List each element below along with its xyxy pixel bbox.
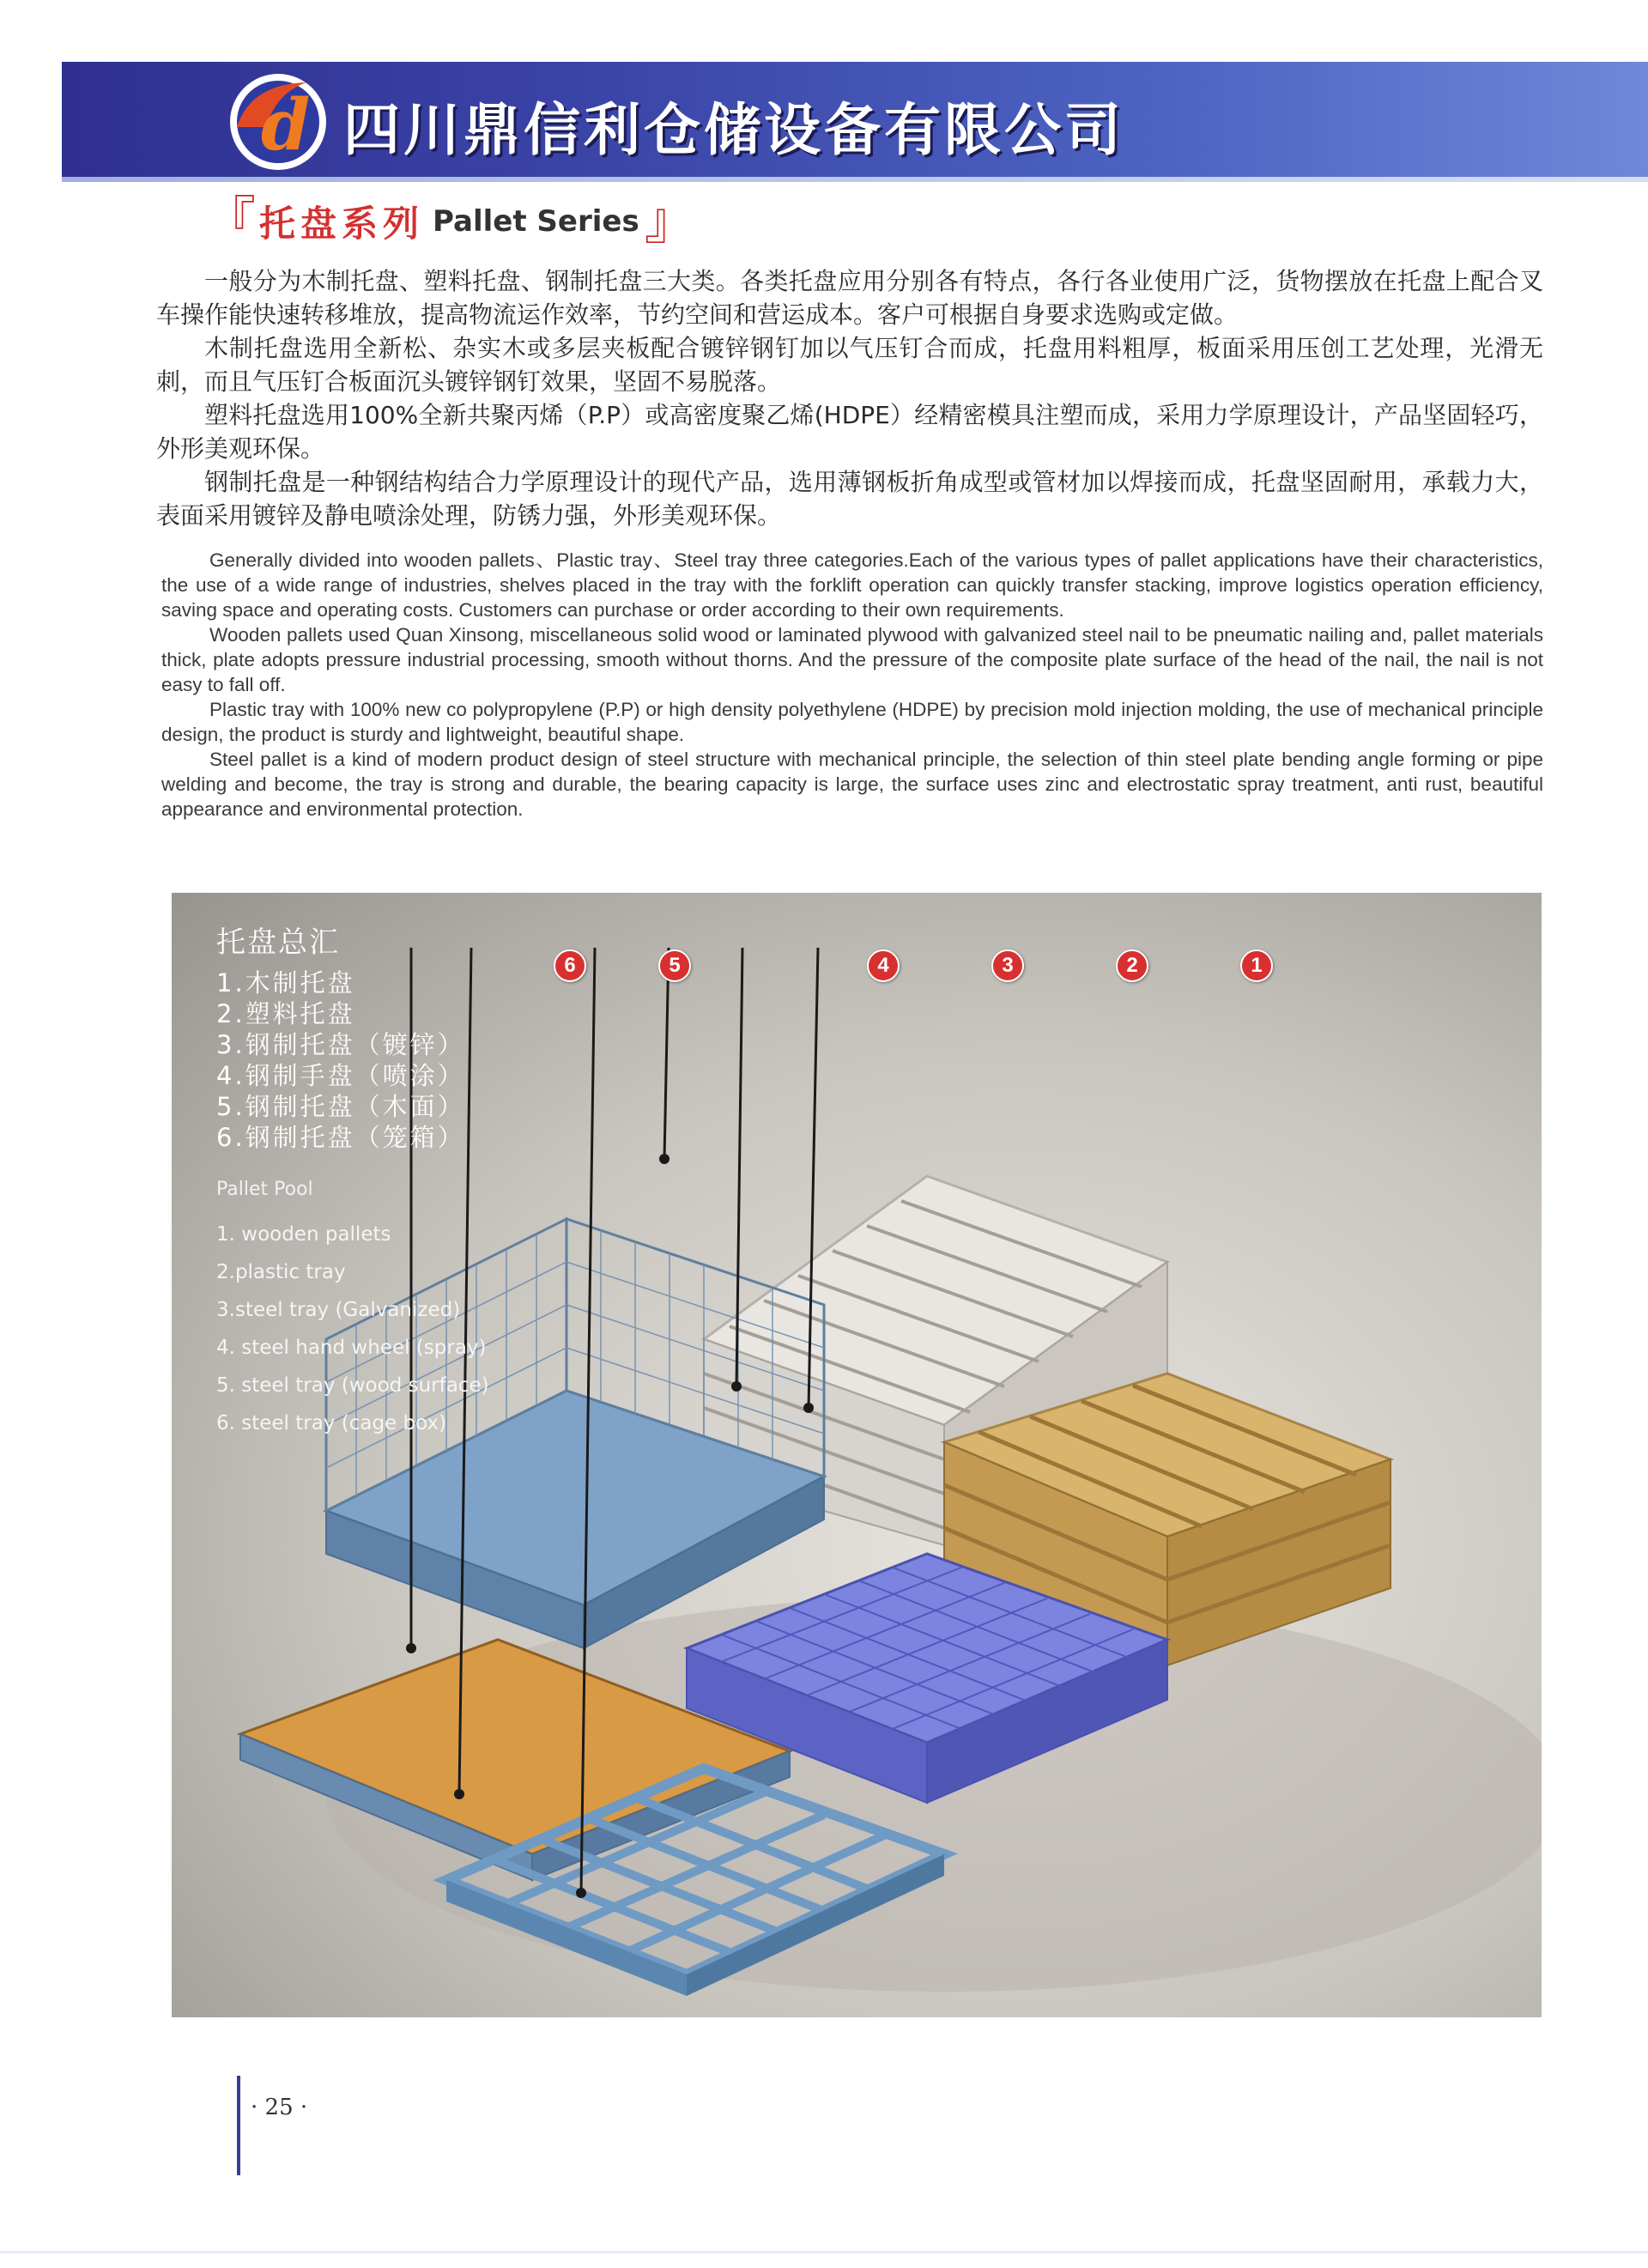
legend-item-en: 3.steel tray (Galvanized) [216, 1299, 461, 1321]
intro-en-paragraph: Plastic tray with 100% new co polypropylene (P.P) or high density polyethylene (HDPE) by precision mold injection molding, the use of mechanical principle design, the product is sturdy and lightweight, beautiful shape. [161, 699, 1543, 745]
intro-en-paragraph: Generally divided into wooden pallets、Plastic tray、Steel tray three categories.Each of the various types of pallet applications have their characteristics, the use of a wide range of industries, shelves placed in the tray with the forklift operation can quickly transfer stacking, improve logistics operation efficiency, saving space and operating costs. Customers can purchase or order according to their own requirements. [161, 549, 1543, 621]
marker-3: 3 [991, 949, 1024, 982]
legend-item-cn: 1.木制托盘 [216, 968, 355, 998]
pallet-legend [216, 919, 489, 1442]
section-title-en: Pallet Series [433, 204, 639, 239]
logo-letter: d [261, 84, 311, 167]
bottom-rule [0, 2251, 1648, 2253]
legend-item-cn: 6.钢制托盘（笼箱） [216, 1123, 465, 1152]
marker-2: 2 [1116, 949, 1148, 982]
company-name: 四川鼎信利仓储设备有限公司 [343, 97, 1124, 163]
intro-english [161, 548, 1543, 822]
page-number: · 25 · [251, 2095, 308, 2120]
legend-item-en: 6. steel tray (cage box) [216, 1412, 447, 1434]
legend-title-en: Pallet Pool [216, 1179, 313, 1200]
legend-item-en: 5. steel tray (wood surface) [216, 1374, 489, 1397]
legend-item-en: 2.plastic tray [216, 1261, 346, 1283]
section-title [204, 191, 696, 252]
legend-item-cn: 5.钢制托盘（木面） [216, 1092, 465, 1121]
title-bracket-open: 『 [204, 191, 256, 252]
intro-cn-paragraph: 塑料托盘选用100%全新共聚丙烯（P.P）或高密度聚乙烯(HDPE）经精密模具注塑而成，采用力学原理设计，产品坚固轻巧，外形美观环保。 [156, 401, 1543, 463]
legend-item-en: 1. wooden pallets [216, 1223, 391, 1246]
legend-title-cn: 托盘总汇 [216, 925, 340, 960]
intro-en-paragraph: Wooden pallets used Quan Xinsong, miscellaneous solid wood or laminated plywood with galvanized steel nail to be pneumatic nailing and, pallet materials thick, plate adopts pressure industrial processing, smooth without thorns. And the pressure of the composite plate surface of the head of the nail, the nail is not easy to fall off. [161, 624, 1543, 695]
legend-item-cn: 3.钢制托盘（镀锌） [216, 1030, 465, 1059]
intro-cn-paragraph: 木制托盘选用全新松、杂实木或多层夹板配合镀锌钢钉加以气压钉合而成，托盘用料粗厚，板面采用压创工艺处理，光滑无刺，而且气压钉合板面沉头镀锌钢钉效果，坚固不易脱落。 [156, 334, 1543, 396]
company-logo-icon [225, 67, 332, 174]
header-underline [62, 177, 1648, 182]
marker-5: 5 [658, 949, 691, 982]
marker-4: 4 [867, 949, 900, 982]
legend-item-en: 4. steel hand wheel (spray) [216, 1337, 487, 1359]
marker-6: 6 [554, 949, 586, 982]
intro-cn-paragraph: 一般分为木制托盘、塑料托盘、钢制托盘三大类。各类托盘应用分别各有特点，各行各业使用广泛，货物摆放在托盘上配合叉车操作能快速转移堆放，提高物流运作效率，节约空间和营运成本。客户可根据自身要求选购或定做。 [156, 267, 1543, 329]
legend-item-cn: 2.塑料托盘 [216, 999, 355, 1028]
page-number-bar [237, 2076, 240, 2175]
legend-item-cn: 4.钢制手盘（喷涂） [216, 1061, 465, 1090]
intro-chinese [156, 264, 1543, 532]
section-title-cn: 托盘系列 [259, 203, 425, 245]
intro-en-paragraph: Steel pallet is a kind of modern product design of steel structure with mechanical principle, the selection of thin steel plate bending angle forming or pipe welding and become, the tray is strong and durable, the bearing capacity is large, the surface uses zinc and electrostatic spray treatment, anti rust, beautiful appearance and environmental protection. [161, 749, 1543, 820]
marker-1: 1 [1240, 949, 1273, 982]
title-bracket-close: 』 [644, 191, 696, 252]
intro-cn-paragraph: 钢制托盘是一种钢结构结合力学原理设计的现代产品，选用薄钢板折角成型或管材加以焊接而成，托盘坚固耐用，承载力大，表面采用镀锌及静电喷涂处理，防锈力强，外形美观环保。 [156, 468, 1543, 530]
pallet-product-photo [172, 893, 1542, 2017]
